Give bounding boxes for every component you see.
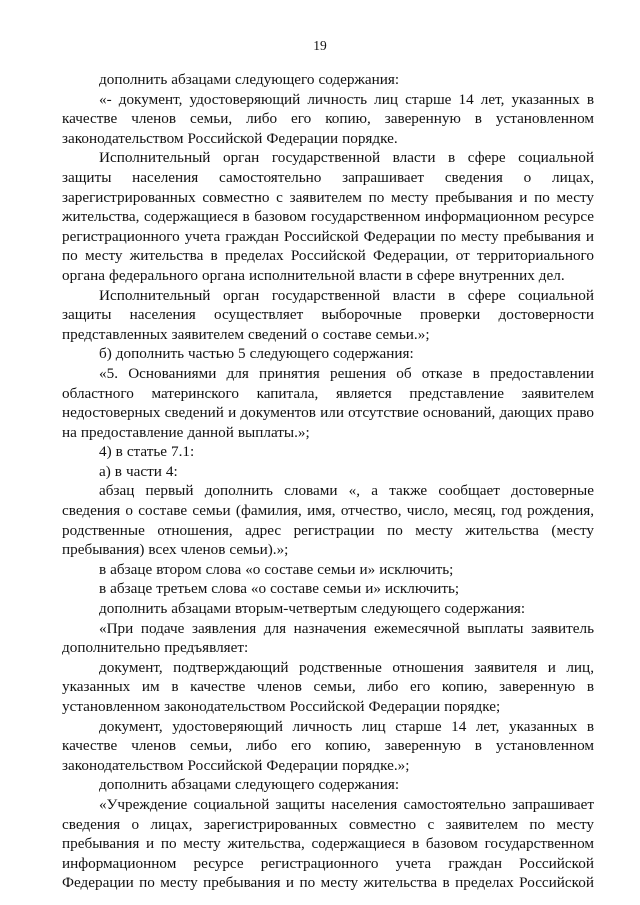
paragraph-14: документ, подтверждающий родственные отношения заявителя и лиц, указанных им в качестве членов семьи, либо его копию, заверенную в установленном законодательством Российской Федерации порядке; — [62, 658, 594, 715]
paragraph-4: Исполнительный орган государственной власти в сфере социальной защиты населения осуществляет выборочные проверки достоверности представленных заявителем сведений о составе семьи.»; — [62, 286, 594, 343]
paragraph-7: 4) в статье 7.1: — [99, 443, 195, 461]
paragraph-8: а) в части 4: — [99, 462, 178, 480]
paragraph-2: «- документ, удостоверяющий личность лиц старше 14 лет, указанных в качестве членов семьи, либо его копию, заверенную в установленном законодательством Российской Федерации порядке. — [62, 90, 594, 147]
paragraph-1: дополнить абзацами следующего содержания: — [99, 71, 400, 88]
paragraph-13: «При подаче заявления для назначения ежемесячной выплаты заявитель дополнительно предъявляет: — [62, 619, 594, 657]
paragraph-10: в абзаце втором слова «о составе семьи и» исключить; — [99, 560, 454, 578]
paragraph-11: в абзаце третьем слова «о составе семьи и» исключить; — [99, 580, 460, 598]
paragraph-3: Исполнительный орган государственной власти в сфере социальной защиты населения самостоятельно запрашивает сведения о лицах, зарегистрированных совместно с заявителем по месту пребывания и по месту жительства, содержащиеся в базовом государственном информационном ресурсе регистрационного учета граждан Российской Федерации по месту пребывания и по месту жительства в пределах Российской Федерации, от территориального органа федерального органа исполнительной власти в сфере внутренних дел. — [62, 149, 594, 284]
document-body — [62, 70, 594, 893]
paragraph-17: «Учреждение социальной защиты населения самостоятельно запрашивает сведения о лицах, зарегистрированных совместно с заявителем по месту пребывания и по месту жительства, содержащиеся в базовом государственном информационном ресурсе регистрационного учета граждан Российской Федерации по месту пребывания и по месту жительства в пределах Российской — [62, 795, 594, 892]
paragraph-5: б) дополнить частью 5 следующего содержания: — [99, 345, 414, 363]
paragraph-15: документ, удостоверяющий личность лиц старше 14 лет, указанных в качестве членов семьи, либо его копию, заверенную в установленном законодательством Российской Федерации порядке.»; — [62, 717, 594, 774]
paragraph-6: «5. Основаниями для принятия решения об отказе в предоставлении областного материнского капитала, является представление заявителем недостоверных сведений и документов или отсутствие оснований, дающих право на предоставление данной выплаты.»; — [62, 364, 594, 441]
paragraph-12: дополнить абзацами вторым-четвертым следующего содержания: — [99, 600, 526, 618]
page-number: 19 — [313, 38, 327, 53]
paragraph-16: дополнить абзацами следующего содержания: — [99, 776, 400, 794]
paragraph-9: абзац первый дополнить словами «, а также сообщает достоверные сведения о составе семьи (фамилия, имя, отчество, число, месяц, год рождения, родственные отношения, адрес регистрации по месту жительства (месту пребывания) всех членов семьи).»; — [62, 482, 594, 559]
